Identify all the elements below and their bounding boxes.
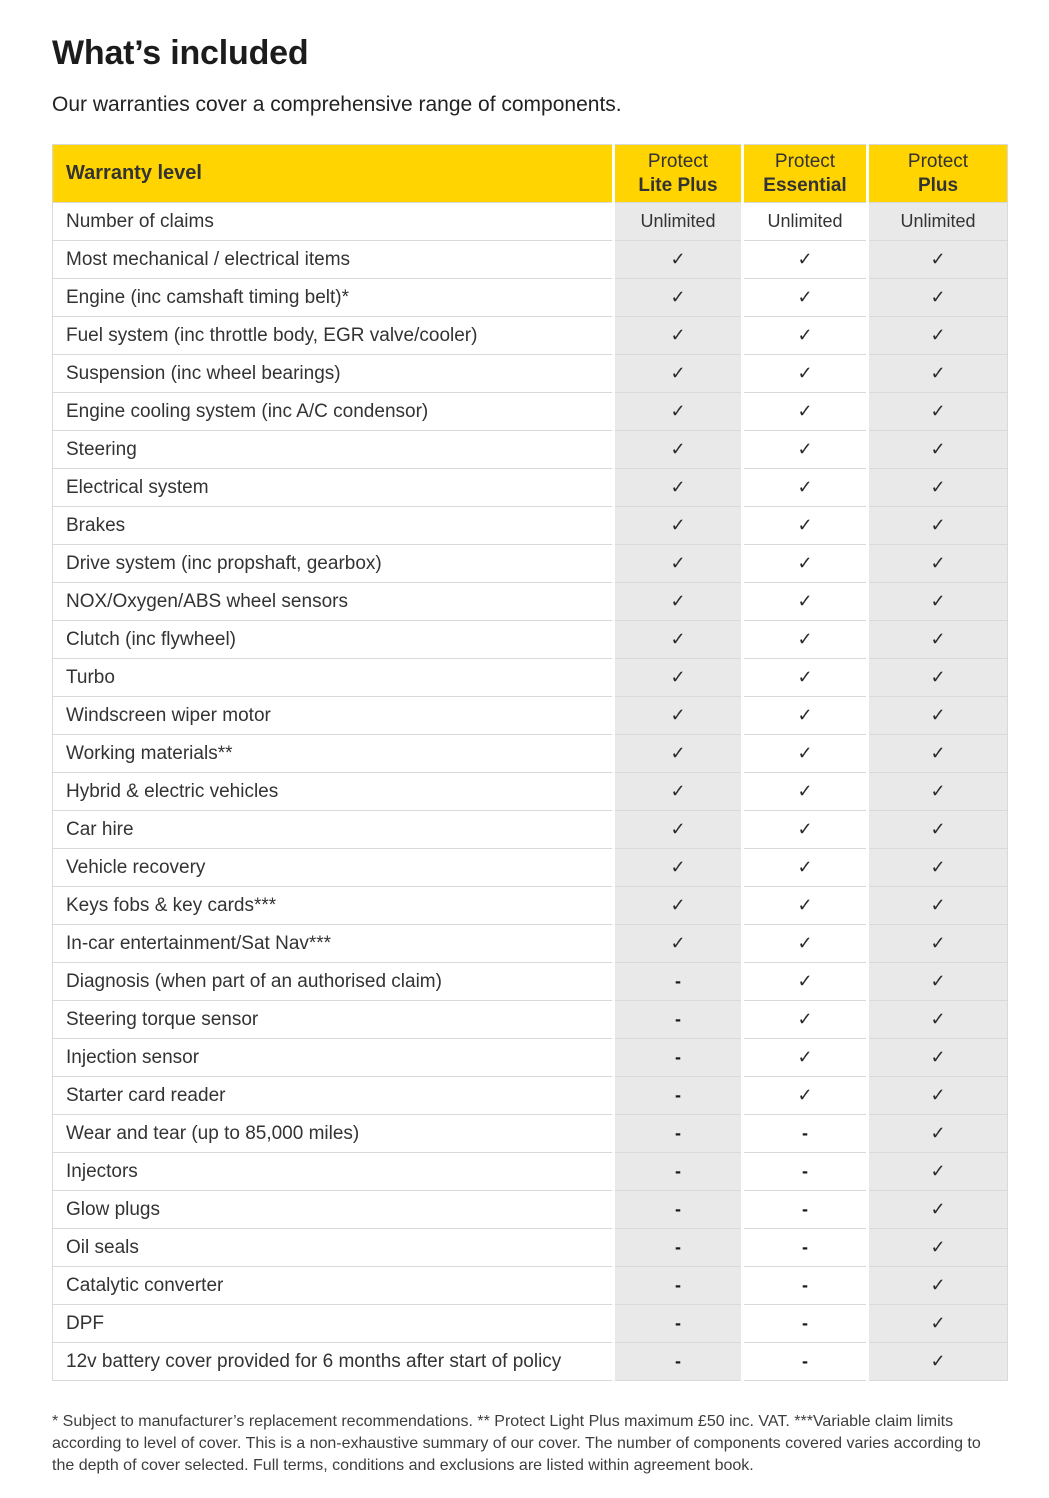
table-header — [53, 145, 1008, 203]
table-row — [53, 393, 1008, 431]
check-icon: ✓ — [868, 507, 1008, 545]
check-icon: ✓ — [743, 963, 868, 1001]
check-icon: ✓ — [614, 697, 743, 735]
row-label: In-car entertainment/Sat Nav*** — [53, 925, 614, 963]
check-icon: ✓ — [743, 773, 868, 811]
footnote: * Subject to manufacturer’s replacement recommendations. ** Protect Light Plus maximum £50 inc. VAT. ***Variable claim limits according to level of cover. This is a non-exhaustive summary of our cover. The number of components covered varies according to the depth of cover selected. Full terms, conditions and exclusions are listed within agreement book. — [52, 1413, 981, 1474]
check-icon: ✓ — [743, 469, 868, 507]
table-row — [53, 545, 1008, 583]
check-icon: ✓ — [614, 355, 743, 393]
check-icon: ✓ — [868, 925, 1008, 963]
row-label: Wear and tear (up to 85,000 miles) — [53, 1115, 614, 1153]
row-label: Steering — [53, 431, 614, 469]
dash-icon: - — [614, 1343, 743, 1381]
table-row — [53, 849, 1008, 887]
table-row — [53, 1039, 1008, 1077]
check-icon: ✓ — [614, 241, 743, 279]
dash-icon: - — [614, 1267, 743, 1305]
check-icon: ✓ — [868, 1001, 1008, 1039]
check-icon: ✓ — [868, 1267, 1008, 1305]
dash-icon: - — [743, 1229, 868, 1267]
check-icon: ✓ — [614, 545, 743, 583]
check-icon: ✓ — [614, 659, 743, 697]
check-icon: ✓ — [868, 849, 1008, 887]
check-icon: ✓ — [743, 355, 868, 393]
row-label: Catalytic converter — [53, 1267, 614, 1305]
table-row — [53, 507, 1008, 545]
check-icon: ✓ — [743, 811, 868, 849]
dash-icon: - — [614, 1153, 743, 1191]
table-row — [53, 963, 1008, 1001]
table-row — [53, 1077, 1008, 1115]
dash-icon: - — [614, 1001, 743, 1039]
check-icon: ✓ — [868, 963, 1008, 1001]
check-icon: ✓ — [614, 317, 743, 355]
row-label: Oil seals — [53, 1229, 614, 1267]
check-icon: ✓ — [868, 1343, 1008, 1381]
check-icon: ✓ — [868, 317, 1008, 355]
row-label: DPF — [53, 1305, 614, 1343]
table-row — [53, 811, 1008, 849]
check-icon: ✓ — [743, 849, 868, 887]
table-row — [53, 469, 1008, 507]
dash-icon: - — [614, 1077, 743, 1115]
dash-icon: - — [614, 1039, 743, 1077]
table-row — [53, 925, 1008, 963]
check-icon: ✓ — [868, 1077, 1008, 1115]
plan-header-essential: Protect Essential — [743, 145, 868, 203]
row-label: Hybrid & electric vehicles — [53, 773, 614, 811]
row-label: Clutch (inc flywheel) — [53, 621, 614, 659]
row-label: Working materials** — [53, 735, 614, 773]
check-icon: ✓ — [868, 773, 1008, 811]
check-icon: ✓ — [614, 849, 743, 887]
table-row — [53, 1191, 1008, 1229]
table-row — [53, 1001, 1008, 1039]
check-icon: ✓ — [743, 1077, 868, 1115]
table-header-row — [53, 145, 1008, 203]
row-label: Drive system (inc propshaft, gearbox) — [53, 545, 614, 583]
check-icon: ✓ — [868, 1191, 1008, 1229]
check-icon: ✓ — [868, 1115, 1008, 1153]
check-icon: ✓ — [868, 1305, 1008, 1343]
dash-icon: - — [743, 1267, 868, 1305]
check-icon: ✓ — [743, 507, 868, 545]
check-icon: ✓ — [743, 1039, 868, 1077]
table-row — [53, 583, 1008, 621]
check-icon: ✓ — [614, 393, 743, 431]
check-icon: ✓ — [743, 583, 868, 621]
check-icon: ✓ — [868, 583, 1008, 621]
check-icon: ✓ — [868, 735, 1008, 773]
table-row — [53, 241, 1008, 279]
row-label: Windscreen wiper motor — [53, 697, 614, 735]
row-label: Number of claims — [53, 203, 614, 241]
dash-icon: - — [614, 1115, 743, 1153]
page-subtitle: Our warranties cover a comprehensive range of components. — [52, 93, 622, 116]
check-icon: ✓ — [743, 279, 868, 317]
row-label: Car hire — [53, 811, 614, 849]
plan-header-plus: Protect Plus — [868, 145, 1008, 203]
cell-value: Unlimited — [614, 203, 743, 241]
row-label: Diagnosis (when part of an authorised claim) — [53, 963, 614, 1001]
check-icon: ✓ — [743, 393, 868, 431]
check-icon: ✓ — [743, 317, 868, 355]
check-icon: ✓ — [614, 887, 743, 925]
check-icon: ✓ — [743, 735, 868, 773]
check-icon: ✓ — [614, 811, 743, 849]
plan-header-lite-plus: Protect Lite Plus — [614, 145, 743, 203]
table-row — [53, 697, 1008, 735]
table-row — [53, 773, 1008, 811]
page-title: What’s included — [52, 34, 309, 72]
check-icon: ✓ — [868, 431, 1008, 469]
check-icon: ✓ — [868, 545, 1008, 583]
check-icon: ✓ — [868, 659, 1008, 697]
check-icon: ✓ — [614, 621, 743, 659]
table-row — [53, 431, 1008, 469]
check-icon: ✓ — [743, 241, 868, 279]
table-row — [53, 279, 1008, 317]
row-label: Brakes — [53, 507, 614, 545]
row-label: Engine (inc camshaft timing belt)* — [53, 279, 614, 317]
check-icon: ✓ — [743, 697, 868, 735]
table-row — [53, 659, 1008, 697]
table-row — [53, 1305, 1008, 1343]
check-icon: ✓ — [614, 925, 743, 963]
check-icon: ✓ — [868, 1153, 1008, 1191]
table-row — [53, 1229, 1008, 1267]
check-icon: ✓ — [614, 279, 743, 317]
dash-icon: - — [743, 1115, 868, 1153]
check-icon: ✓ — [868, 279, 1008, 317]
check-icon: ✓ — [743, 621, 868, 659]
check-icon: ✓ — [868, 621, 1008, 659]
row-label: NOX/Oxygen/ABS wheel sensors — [53, 583, 614, 621]
check-icon: ✓ — [868, 1039, 1008, 1077]
table-row — [53, 1115, 1008, 1153]
check-icon: ✓ — [868, 241, 1008, 279]
table-row — [53, 1153, 1008, 1191]
check-icon: ✓ — [614, 583, 743, 621]
row-label: Electrical system — [53, 469, 614, 507]
dash-icon: - — [743, 1343, 868, 1381]
check-icon: ✓ — [614, 469, 743, 507]
row-label: Vehicle recovery — [53, 849, 614, 887]
dash-icon: - — [614, 1191, 743, 1229]
check-icon: ✓ — [743, 659, 868, 697]
row-label: Steering torque sensor — [53, 1001, 614, 1039]
table-row — [53, 203, 1008, 241]
row-label: Keys fobs & key cards*** — [53, 887, 614, 925]
check-icon: ✓ — [614, 507, 743, 545]
check-icon: ✓ — [868, 697, 1008, 735]
cell-value: Unlimited — [743, 203, 868, 241]
check-icon: ✓ — [614, 773, 743, 811]
row-label: Suspension (inc wheel bearings) — [53, 355, 614, 393]
warranty-comparison-table — [52, 144, 1008, 1381]
row-label: 12v battery cover provided for 6 months after start of policy — [53, 1343, 614, 1381]
row-label: Most mechanical / electrical items — [53, 241, 614, 279]
check-icon: ✓ — [743, 887, 868, 925]
check-icon: ✓ — [868, 393, 1008, 431]
row-label: Starter card reader — [53, 1077, 614, 1115]
check-icon: ✓ — [743, 1001, 868, 1039]
dash-icon: - — [614, 1305, 743, 1343]
table-body — [53, 203, 1008, 1381]
table-row — [53, 621, 1008, 659]
check-icon: ✓ — [743, 925, 868, 963]
check-icon: ✓ — [614, 735, 743, 773]
table-row — [53, 355, 1008, 393]
dash-icon: - — [614, 1229, 743, 1267]
check-icon: ✓ — [614, 431, 743, 469]
cell-value: Unlimited — [868, 203, 1008, 241]
dash-icon: - — [743, 1305, 868, 1343]
dash-icon: - — [614, 963, 743, 1001]
table-row — [53, 317, 1008, 355]
check-icon: ✓ — [868, 469, 1008, 507]
table-row — [53, 887, 1008, 925]
check-icon: ✓ — [868, 811, 1008, 849]
check-icon: ✓ — [868, 355, 1008, 393]
check-icon: ✓ — [743, 431, 868, 469]
check-icon: ✓ — [868, 887, 1008, 925]
dash-icon: - — [743, 1153, 868, 1191]
row-label: Injection sensor — [53, 1039, 614, 1077]
table-row — [53, 735, 1008, 773]
row-label: Fuel system (inc throttle body, EGR valve/cooler) — [53, 317, 614, 355]
check-icon: ✓ — [743, 545, 868, 583]
row-label: Engine cooling system (inc A/C condensor) — [53, 393, 614, 431]
row-label: Glow plugs — [53, 1191, 614, 1229]
dash-icon: - — [743, 1191, 868, 1229]
table-row — [53, 1343, 1008, 1381]
row-label: Turbo — [53, 659, 614, 697]
table-row — [53, 1267, 1008, 1305]
warranty-level-header: Warranty level — [53, 145, 614, 203]
check-icon: ✓ — [868, 1229, 1008, 1267]
row-label: Injectors — [53, 1153, 614, 1191]
